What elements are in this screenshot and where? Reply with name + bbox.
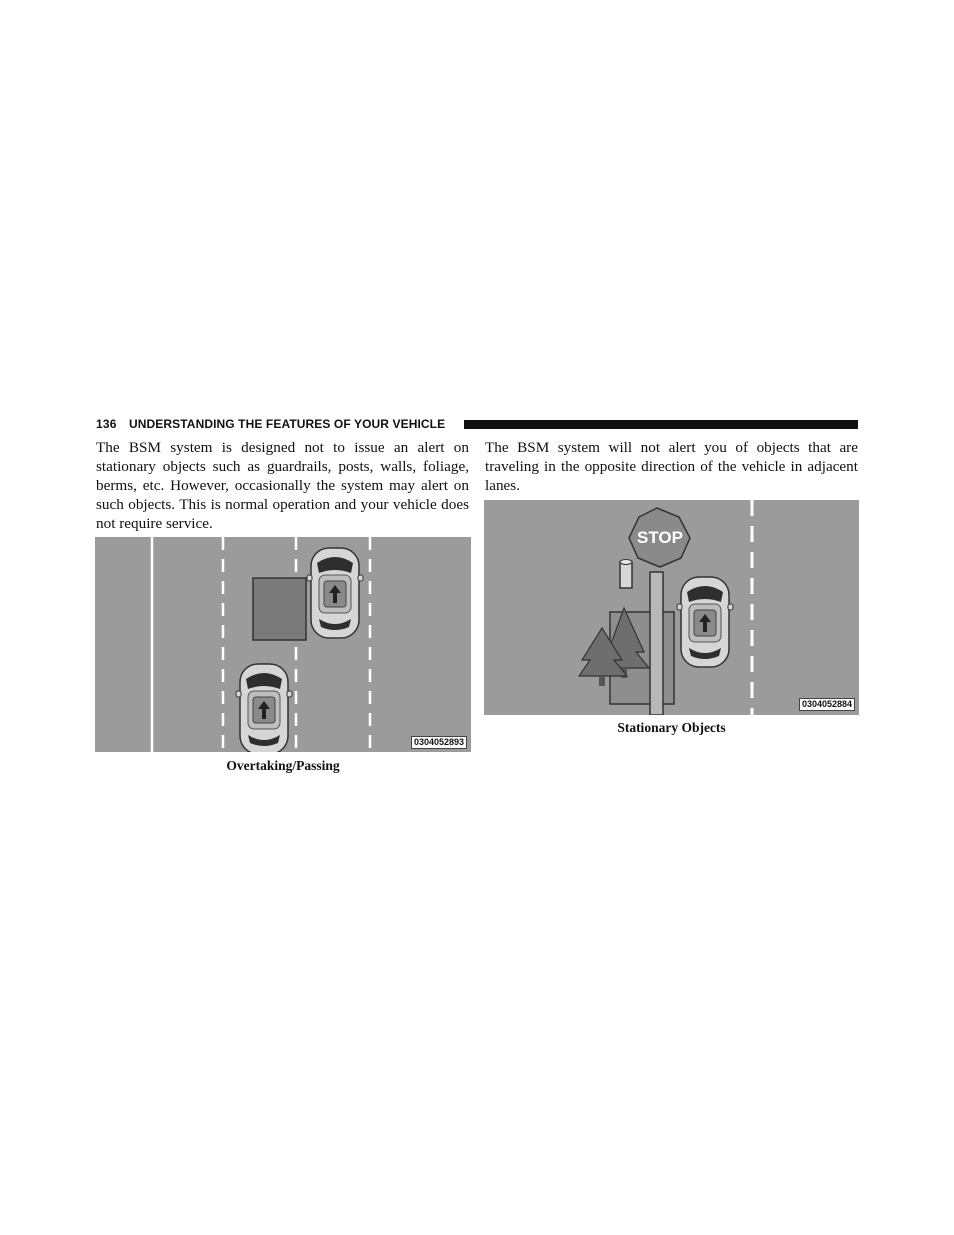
- figure-code: 0304052884: [799, 698, 855, 711]
- sign-post: [650, 572, 663, 715]
- detection-zone: [253, 578, 306, 640]
- overtaking-figure: [95, 537, 471, 752]
- own-car-icon: [236, 664, 292, 752]
- figure-caption: Stationary Objects: [617, 720, 726, 735]
- stationary-illustration: [484, 500, 859, 715]
- figure-caption: Overtaking/Passing: [226, 758, 340, 773]
- post-icon: [620, 562, 632, 588]
- overtaking-illustration: [95, 537, 471, 752]
- section-title: UNDERSTANDING THE FEATURES OF YOUR VEHICLE: [129, 417, 446, 431]
- own-car-icon: [677, 577, 733, 667]
- figure-code: 0304052893: [411, 736, 467, 749]
- stationary-figure: [484, 500, 859, 715]
- left-paragraph: The BSM system is designed not to issue an alert on stationary objects such as guardrails, posts, walls, foliage, berms, etc. However, occasionally the system may alert on such objects. This is normal operation and your vehicle does not require service.: [96, 439, 469, 532]
- page-number: 136: [96, 417, 117, 431]
- page-header: [96, 417, 858, 433]
- header-rule: [464, 420, 858, 429]
- passing-car-icon: [307, 548, 363, 638]
- right-paragraph: The BSM system will not alert you of objects that are traveling in the opposite direction of the vehicle in adjacent lanes.: [485, 439, 858, 494]
- stop-sign-label: STOP: [637, 528, 683, 547]
